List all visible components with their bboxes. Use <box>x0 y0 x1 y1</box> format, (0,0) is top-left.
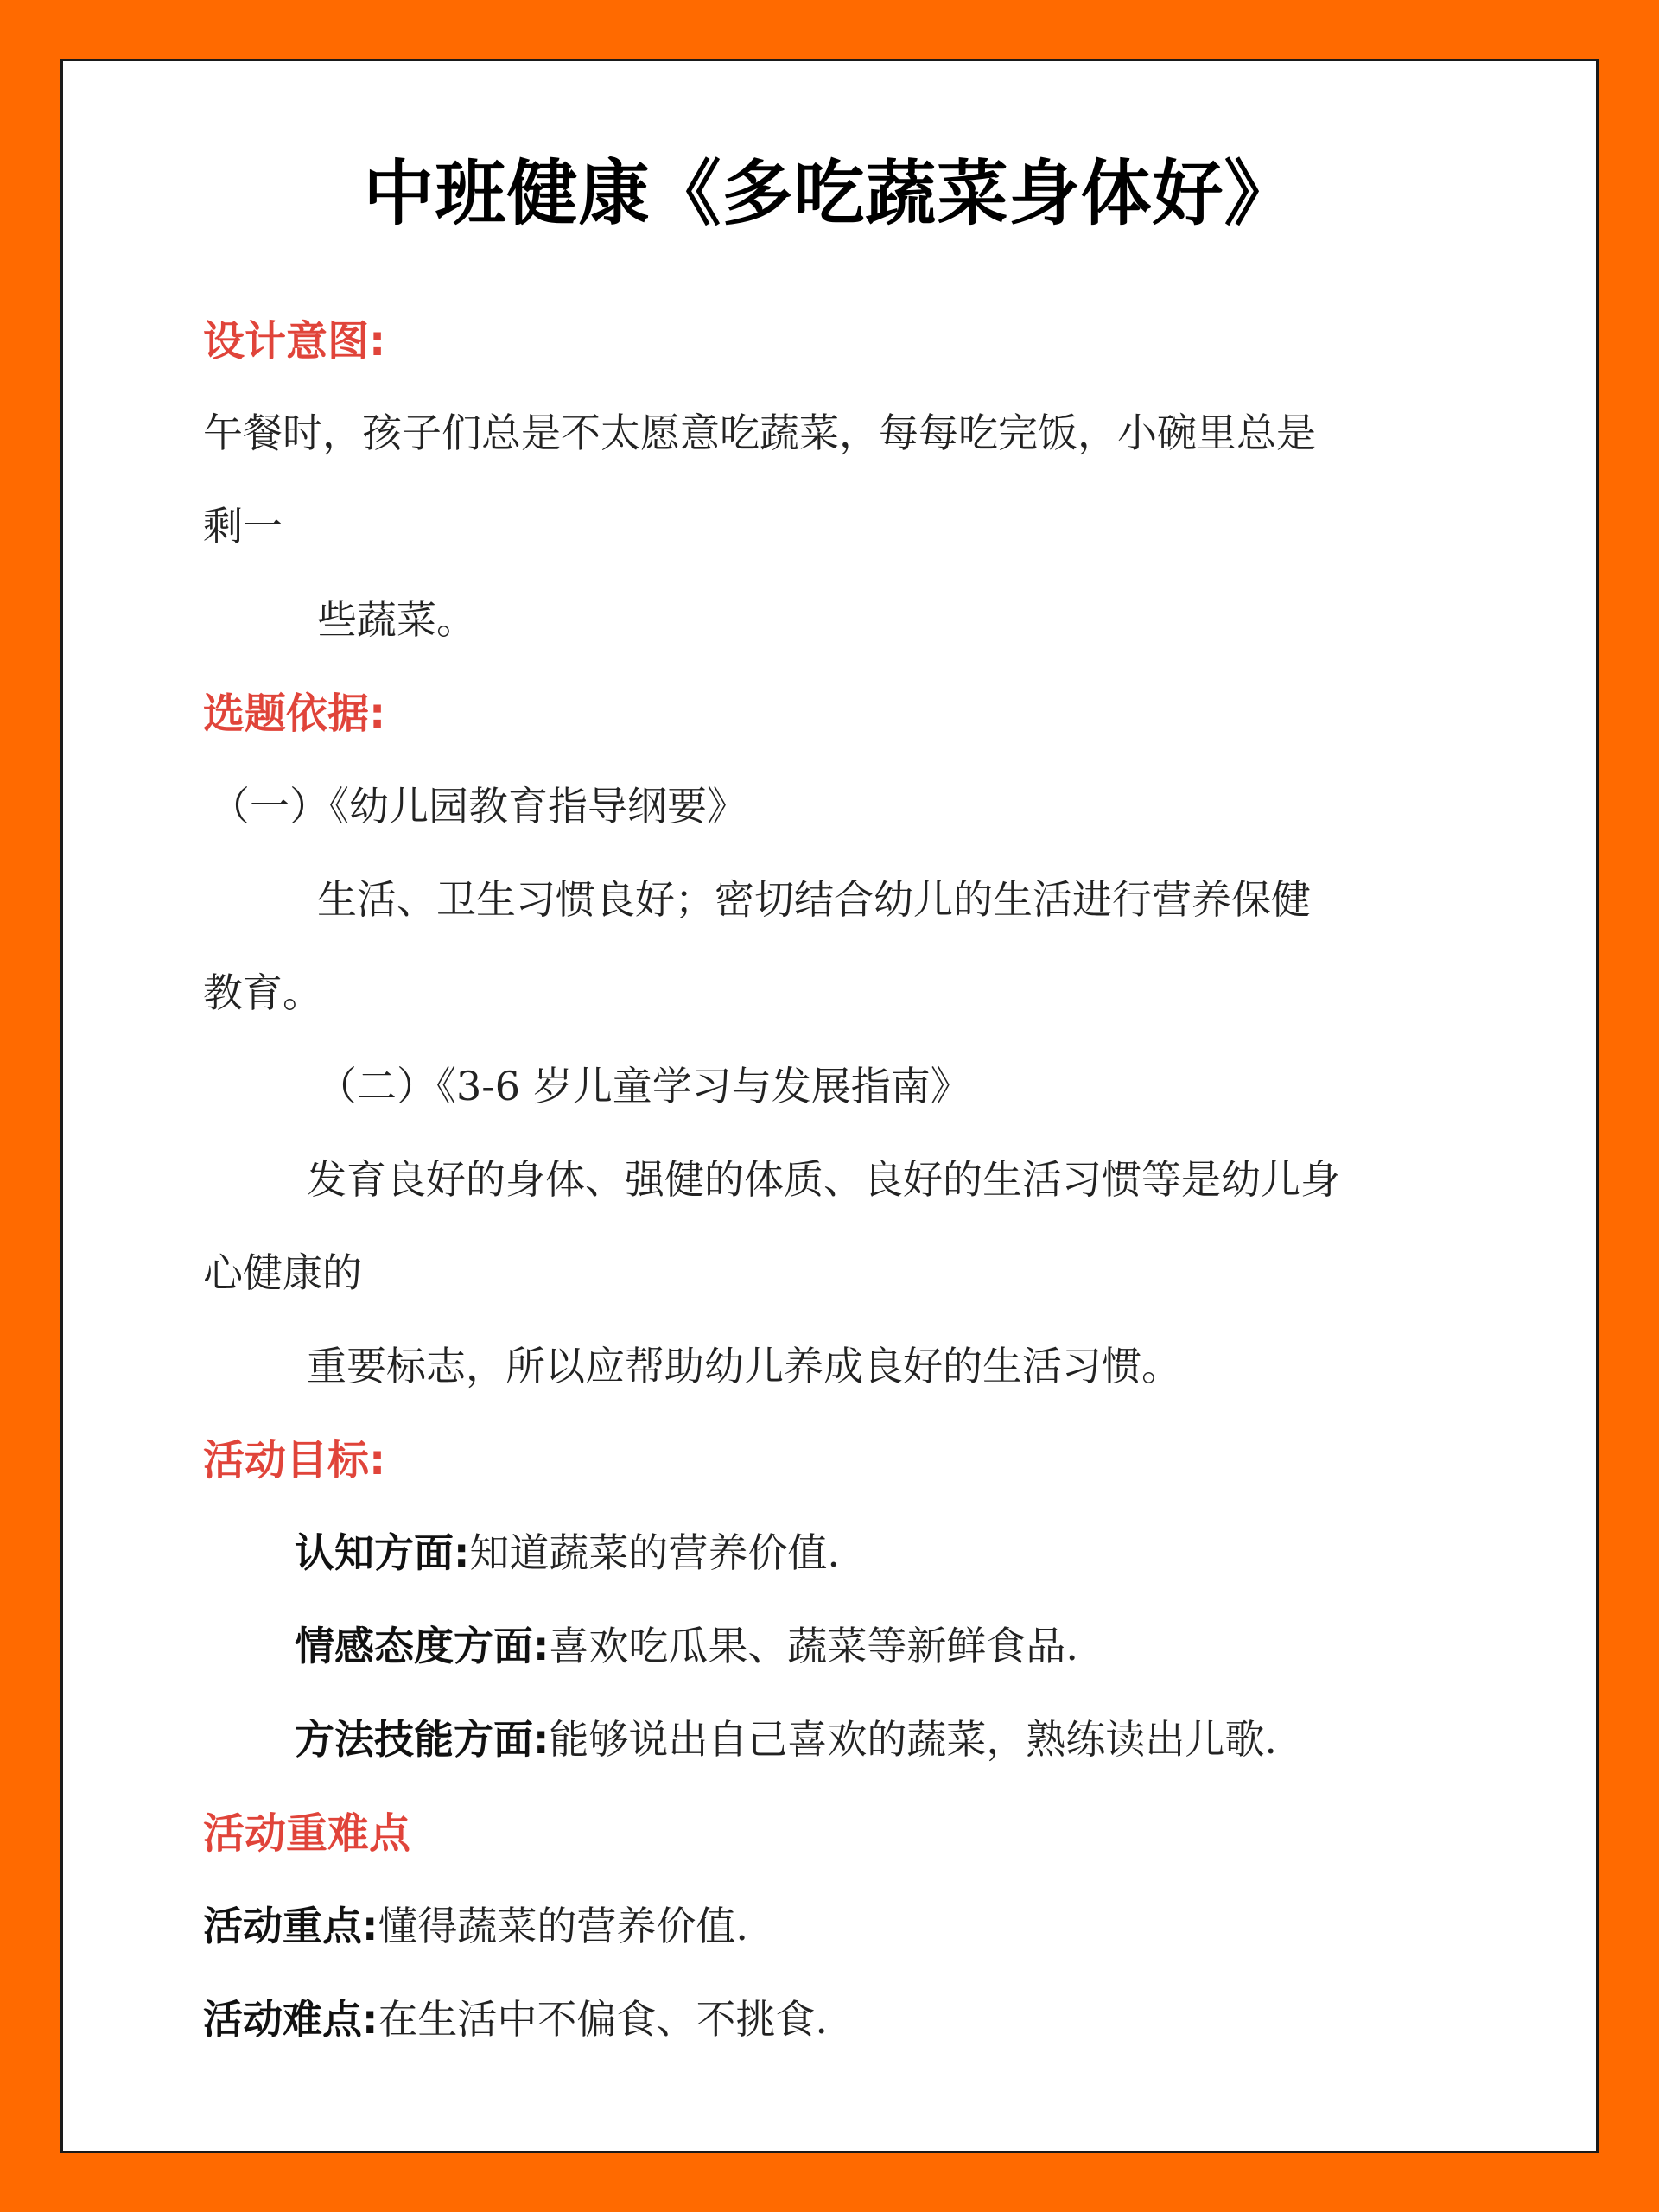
key-point-text: 在生活中不偏食、不挑食. <box>378 1996 829 2043</box>
key-point-label: 活动重点: <box>203 1903 378 1949</box>
goal-item-skills <box>295 1716 1278 1763</box>
goal-label: 方法技能方面: <box>295 1716 550 1763</box>
goal-text: 喜欢吃瓜果、蔬菜等新鲜食品. <box>549 1623 1079 1669</box>
page-title: 中班健康《多吃蔬菜身体好》 <box>363 153 1296 235</box>
goal-text: 知道蔬菜的营养价值. <box>469 1529 841 1576</box>
topic-basis-item1-title: （一）《幼儿园教育指导纲要》 <box>210 783 747 830</box>
goal-item-emotional <box>295 1623 1079 1669</box>
key-point-difficulty <box>203 1996 829 2043</box>
design-intent-line-1: 午餐时，孩子们总是不太愿意吃蔬菜，每每吃完饭，小碗里总是 <box>203 410 1316 456</box>
topic-basis-item1-line-2: 教育。 <box>203 969 322 1016</box>
topic-basis-item1-line-1: 生活、卫生习惯良好；密切结合幼儿的生活进行营养保健 <box>317 876 1311 923</box>
document-page <box>60 59 1599 2153</box>
goals-heading: 活动目标: <box>203 1436 386 1484</box>
topic-basis-item2-line-1: 发育良好的身体、强健的体质、良好的生活习惯等是幼儿身 <box>307 1156 1340 1203</box>
goal-label: 情感态度方面: <box>295 1623 550 1669</box>
design-intent-line-3: 些蔬菜。 <box>317 596 476 643</box>
goal-item-cognitive <box>295 1529 841 1576</box>
key-point-text: 懂得蔬菜的营养价值. <box>378 1903 749 1949</box>
design-intent-heading: 设计意图: <box>203 317 386 365</box>
topic-basis-item2-line-3: 重要标志，所以应帮助幼儿养成良好的生活习惯。 <box>307 1343 1181 1389</box>
topic-basis-item2-line-2: 心健康的 <box>203 1249 362 1296</box>
goal-label: 认知方面: <box>295 1529 470 1576</box>
key-point-label: 活动难点: <box>203 1996 378 2043</box>
design-intent-line-2: 剩一 <box>203 503 283 550</box>
topic-basis-heading: 选题依据: <box>203 690 386 738</box>
key-point-focus <box>203 1903 749 1949</box>
goal-text: 能够说出自己喜欢的蔬菜，熟练读出儿歌. <box>549 1716 1278 1763</box>
topic-basis-item2-title: （二）《3-6 岁儿童学习与发展指南》 <box>317 1063 970 1109</box>
key-points-heading: 活动重难点 <box>203 1809 411 1858</box>
